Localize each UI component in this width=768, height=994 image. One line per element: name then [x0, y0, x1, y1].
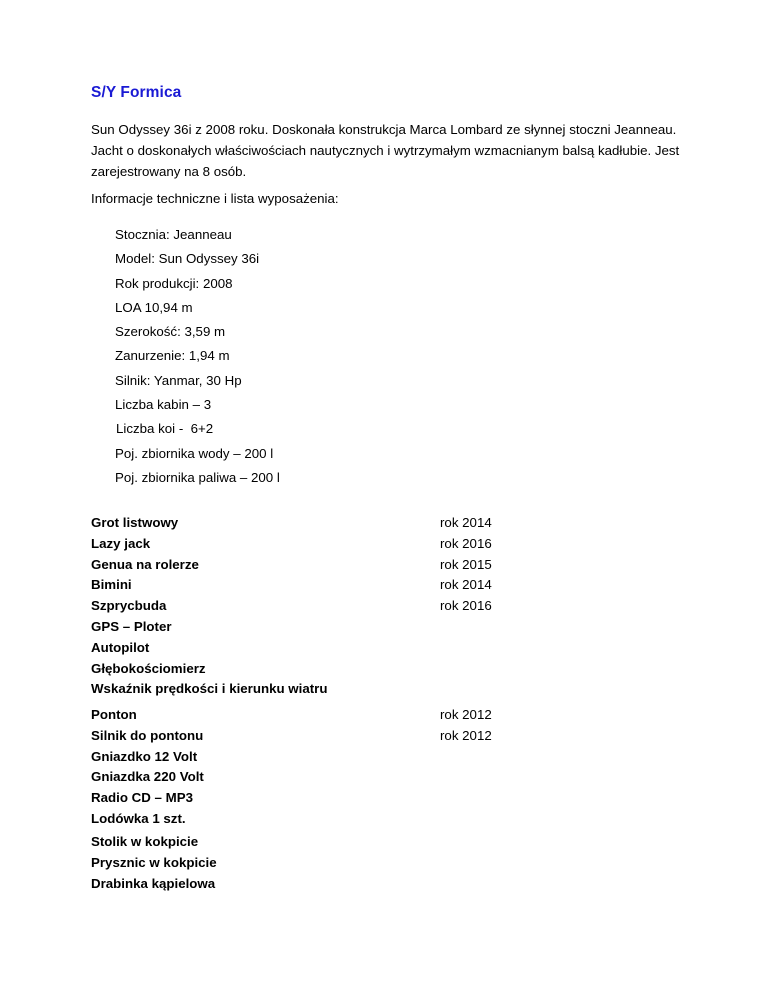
spec-item: Stocznia: Jeanneau — [115, 227, 232, 242]
equipment-name: Bimini — [91, 577, 132, 593]
equipment-row — [91, 854, 511, 875]
equipment-name: Głębokościomierz — [91, 660, 206, 676]
equipment-name: GPS – Ploter — [91, 618, 172, 634]
equipment-name: Lazy jack — [91, 535, 151, 551]
equipment-group-1 — [91, 514, 511, 701]
equipment-row — [91, 535, 511, 556]
spec-item: Silnik: Yanmar, 30 Hp — [115, 372, 242, 388]
equipment-name: Gniazdka 220 Volt — [91, 769, 204, 785]
equipment-year: rok 2012 — [440, 727, 492, 743]
equipment-name: Autopilot — [91, 639, 150, 655]
equipment-row — [91, 789, 511, 810]
equipment-name: Radio CD – MP3 — [91, 790, 193, 806]
equipment-name: Gniazdko 12 Volt — [91, 748, 198, 764]
equipment-row — [91, 768, 511, 789]
intro-paragraph: Sun Odyssey 36i z 2008 roku. Doskonała konstrukcja Marca Lombard ze słynnej stoczni Jeanneau. Jacht o doskonałych właściwościach nautycznych i wytrzymałym wzmacnianym balsą kadłubie. Jest zarejestrowany na 8 osób. — [91, 122, 680, 179]
equipment-name: Stolik w kokpicie — [91, 834, 199, 849]
spec-item: Zanurzenie: 1,94 m — [115, 348, 230, 364]
equipment-row — [91, 875, 511, 896]
spec-item: Poj. zbiornika paliwa – 200 l — [115, 469, 280, 485]
equipment-year: rok 2016 — [440, 598, 492, 614]
spec-item: Poj. zbiornika wody – 200 l — [115, 445, 274, 461]
spec-item: Model: Sun Odyssey 36i — [115, 251, 260, 267]
specs-list — [115, 226, 280, 493]
equipment-row — [91, 514, 511, 535]
spec-item: LOA 10,94 m — [115, 299, 193, 315]
equipment-name: Drabinka kąpielowa — [91, 875, 216, 891]
equipment-year: rok 2016 — [440, 535, 492, 551]
spec-item: Liczba koi - 6+2 — [116, 421, 214, 437]
equipment-row — [91, 706, 511, 727]
equipment-row — [91, 556, 511, 577]
equipment-row — [91, 680, 511, 701]
equipment-year: rok 2015 — [440, 556, 492, 572]
tech-heading: Informacje techniczne i lista wyposażenia: — [91, 191, 339, 206]
equipment-year: rok 2014 — [440, 515, 492, 530]
equipment-name: Szprycbuda — [91, 598, 167, 614]
equipment-name: Grot listwowy — [91, 515, 179, 530]
equipment-name: Ponton — [91, 707, 137, 722]
equipment-name: Lodówka 1 szt. — [91, 810, 186, 826]
equipment-year: rok 2014 — [440, 577, 492, 593]
equipment-row — [91, 660, 511, 681]
equipment-group-3 — [91, 833, 511, 895]
equipment-name: Prysznic w kokpicie — [91, 854, 217, 870]
equipment-name: Genua na rolerze — [91, 556, 199, 572]
equipment-name: Wskaźnik prędkości i kierunku wiatru — [91, 681, 328, 697]
equipment-row — [91, 618, 511, 639]
spec-item: Rok produkcji: 2008 — [115, 275, 233, 291]
equipment-row — [91, 748, 511, 769]
equipment-name: Silnik do pontonu — [91, 727, 204, 743]
equipment-row — [91, 727, 511, 748]
page-title: S/Y Formica — [91, 84, 182, 101]
spec-item: Szerokość: 3,59 m — [115, 324, 226, 340]
equipment-row — [91, 576, 511, 597]
equipment-row — [91, 833, 511, 854]
equipment-group-2 — [91, 706, 511, 831]
equipment-row — [91, 810, 511, 831]
spec-item: Liczba kabin – 3 — [115, 397, 212, 413]
equipment-row — [91, 597, 511, 618]
equipment-row — [91, 639, 511, 660]
equipment-year: rok 2012 — [440, 707, 492, 722]
